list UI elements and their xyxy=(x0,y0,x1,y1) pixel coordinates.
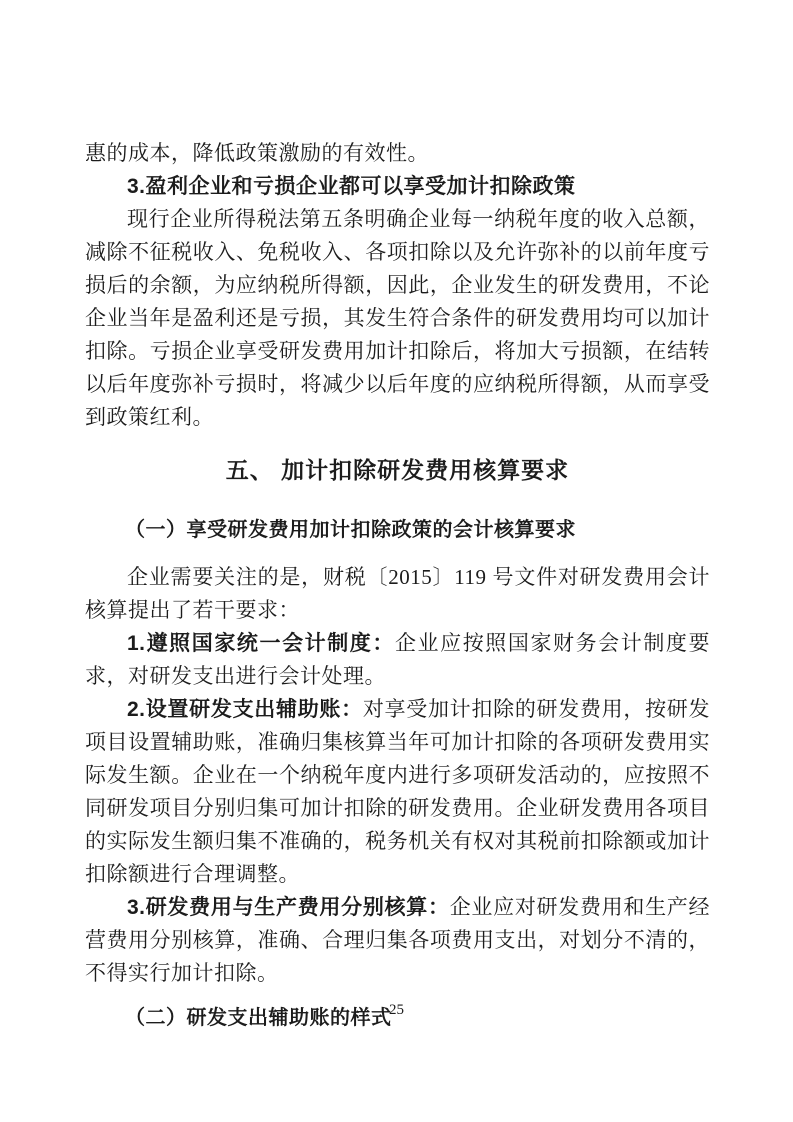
subsection-2-heading: （二）研发支出辅助账的样式 xyxy=(125,1007,392,1029)
paragraph-continuation: 惠的成本，降低政策激励的有效性。 xyxy=(85,141,429,165)
subsection-1-intro: 企业需要关注的是，财税〔2015〕119 号文件对研发费用会计核算提出了若干要求： xyxy=(85,565,710,622)
point-3-paragraph: 现行企业所得税法第五条明确企业每一纳税年度的收入总额，减除不征税收入、免税收入、各项扣除以及允许弥补的以前年度亏损后的余额，为应纳税所得额，因此，企业发生的研发费用，不论企业当年是盈利还是亏损，其发生符合条件的研发费用均可以加计扣除。亏损企业享受研发费用加计扣除后，将加大亏损额，在结转以后年度弥补亏损时，将减少以后年度的应纳税所得额，从而享受到政策红利。 xyxy=(85,207,710,429)
requirement-1-lead: 1.遵照国家统一会计制度： xyxy=(127,632,395,655)
subsection-1-heading: （一）享受研发费用加计扣除政策的会计核算要求 xyxy=(125,519,576,541)
requirement-2-body: 对享受加计扣除的研发费用，按研发项目设置辅助账，准确归集核算当年可加计扣除的各项研发费用实际发生额。企业在一个纳税年度内进行多项研发活动的，应按照不同研发项目分别归集可加计扣除的研发费用。企业研发费用各项目的实际发生额归集不准确的，税务机关有权对其税前扣除额或加计扣除额进行合理调整。 xyxy=(85,697,711,886)
requirement-2-lead: 2.设置研发支出辅助账： xyxy=(127,698,363,721)
requirement-3-body: 企业应对研发费用和生产经营费用分别核算，准确、合理归集各项费用支出，对划分不清的，不得实行加计扣除。 xyxy=(85,895,711,985)
requirement-item-1 xyxy=(85,627,710,693)
section-5-heading: 五、 加计扣除研发费用核算要求 xyxy=(225,457,570,483)
requirement-item-3 xyxy=(85,891,710,990)
requirement-3-lead: 3.研发费用与生产费用分别核算： xyxy=(127,896,450,919)
page-number: 25 xyxy=(389,1002,404,1018)
point-3-heading: 3.盈利企业和亏损企业都可以享受加计扣除政策 xyxy=(127,175,576,198)
requirement-1-body: 企业应按照国家财务会计制度要求，对研发支出进行会计处理。 xyxy=(85,631,710,688)
requirement-item-2 xyxy=(85,693,710,891)
